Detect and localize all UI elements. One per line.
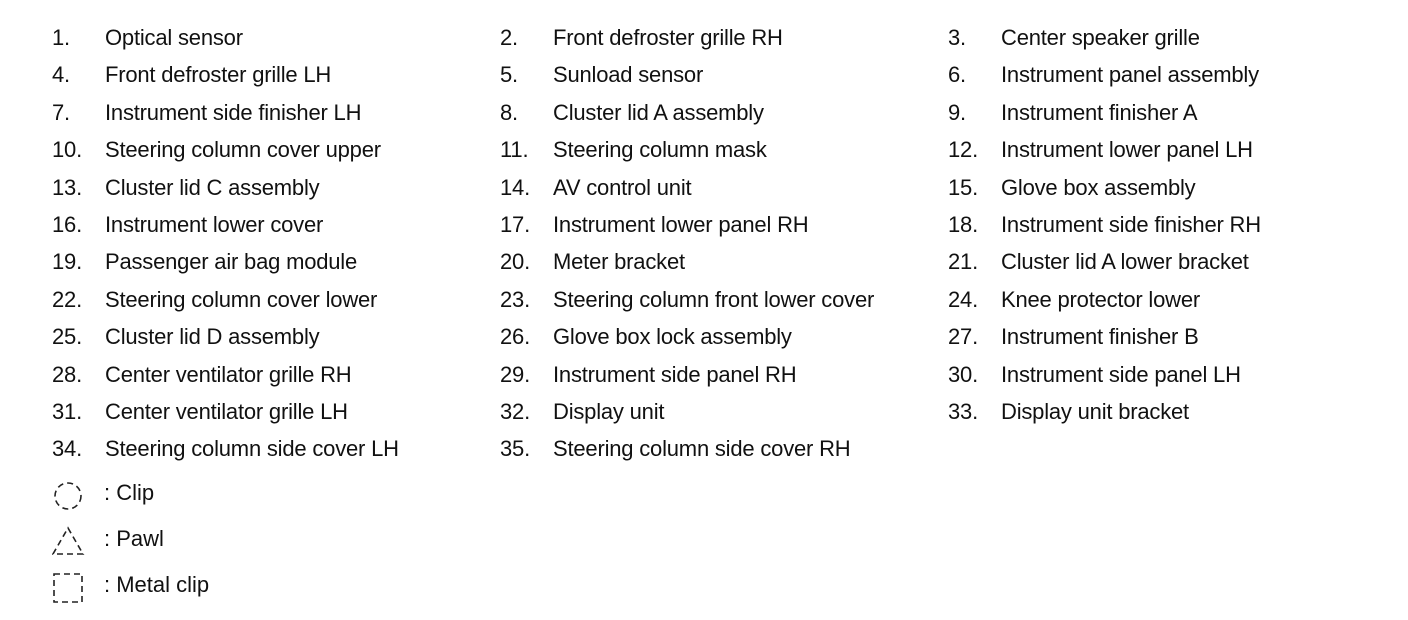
part-number: 18.	[948, 211, 978, 237]
part-name: Instrument lower panel RH	[553, 211, 809, 237]
part-name: Steering column mask	[553, 137, 767, 163]
part-number: 31.	[52, 398, 82, 424]
part-name: Steering column cover upper	[105, 137, 381, 163]
pawl-icon	[52, 525, 86, 559]
part-number: 13.	[52, 174, 82, 200]
part-number: 23.	[500, 286, 530, 312]
part-name: Display unit bracket	[1001, 398, 1189, 424]
part-name: Steering column side cover RH	[553, 436, 851, 462]
part-number: 17.	[500, 211, 530, 237]
part-number: 30.	[948, 361, 978, 387]
part-number: 14.	[500, 174, 530, 200]
part-name: Front defroster grille RH	[553, 25, 783, 50]
part-number: 22.	[52, 286, 82, 312]
part-name: Optical sensor	[105, 25, 243, 50]
part-name: Instrument panel assembly	[1001, 62, 1259, 88]
part-name: Center ventilator grille LH	[105, 398, 348, 424]
part-number: 32.	[500, 398, 530, 424]
part-name: Cluster lid A lower bracket	[1001, 249, 1249, 275]
part-name: AV control unit	[553, 174, 692, 200]
part-number: 5.	[500, 62, 518, 88]
part-number: 20.	[500, 249, 530, 275]
part-name: Meter bracket	[553, 249, 685, 275]
part-number: 15.	[948, 174, 978, 200]
part-name: Display unit	[553, 398, 665, 424]
part-name: Instrument finisher B	[1001, 324, 1199, 350]
part-number: 24.	[948, 286, 978, 312]
metal-clip-icon	[52, 571, 86, 605]
part-name: Center speaker grille	[1001, 25, 1200, 50]
part-name: Instrument side finisher RH	[1001, 211, 1261, 237]
part-name: Sunload sensor	[553, 62, 704, 88]
part-number: 21.	[948, 249, 978, 275]
part-number: 26.	[500, 324, 530, 350]
part-name: Instrument finisher A	[1001, 99, 1198, 125]
part-name: Instrument side panel RH	[553, 361, 797, 387]
part-number: 34.	[52, 436, 82, 462]
part-name: Cluster lid A assembly	[553, 99, 764, 125]
part-number: 8.	[500, 99, 518, 125]
part-number: 11.	[500, 137, 529, 163]
symbol-label-clip: : Clip	[104, 480, 155, 505]
part-number: 9.	[948, 99, 966, 125]
part-name: Glove box assembly	[1001, 174, 1196, 200]
part-name: Steering column cover lower	[105, 286, 378, 312]
part-number: 16.	[52, 211, 82, 237]
part-name: Instrument side finisher LH	[105, 99, 362, 125]
part-name: Front defroster grille LH	[105, 62, 332, 88]
part-number: 4.	[52, 62, 70, 88]
part-number: 33.	[948, 398, 978, 424]
part-name: Glove box lock assembly	[553, 324, 792, 350]
part-name: Center ventilator grille RH	[105, 361, 352, 387]
part-number: 7.	[52, 99, 70, 125]
part-name: Steering column side cover LH	[105, 436, 399, 462]
part-number: 19.	[52, 249, 82, 275]
part-name: Cluster lid D assembly	[105, 324, 320, 350]
part-number: 27.	[948, 324, 978, 350]
part-number: 12.	[948, 137, 978, 163]
part-number: 25.	[52, 324, 82, 350]
part-name: Instrument lower panel LH	[1001, 137, 1253, 163]
part-number: 28.	[52, 361, 82, 387]
symbol-label-pawl: : Pawl	[104, 526, 164, 551]
part-number: 10.	[52, 137, 82, 163]
part-number: 29.	[500, 361, 530, 387]
part-number: 1.	[52, 25, 70, 50]
part-name: Knee protector lower	[1001, 286, 1200, 312]
symbol-label-metal-clip: : Metal clip	[104, 572, 210, 597]
part-number: 2.	[500, 25, 518, 50]
part-name: Instrument lower cover	[105, 211, 324, 237]
part-name: Cluster lid C assembly	[105, 174, 320, 200]
clip-icon	[52, 479, 86, 513]
part-number: 3.	[948, 25, 966, 50]
part-name: Passenger air bag module	[105, 249, 358, 275]
part-number: 6.	[948, 62, 966, 88]
part-name: Instrument side panel LH	[1001, 361, 1241, 387]
part-name: Steering column front lower cover	[553, 286, 875, 312]
part-number: 35.	[500, 436, 530, 462]
